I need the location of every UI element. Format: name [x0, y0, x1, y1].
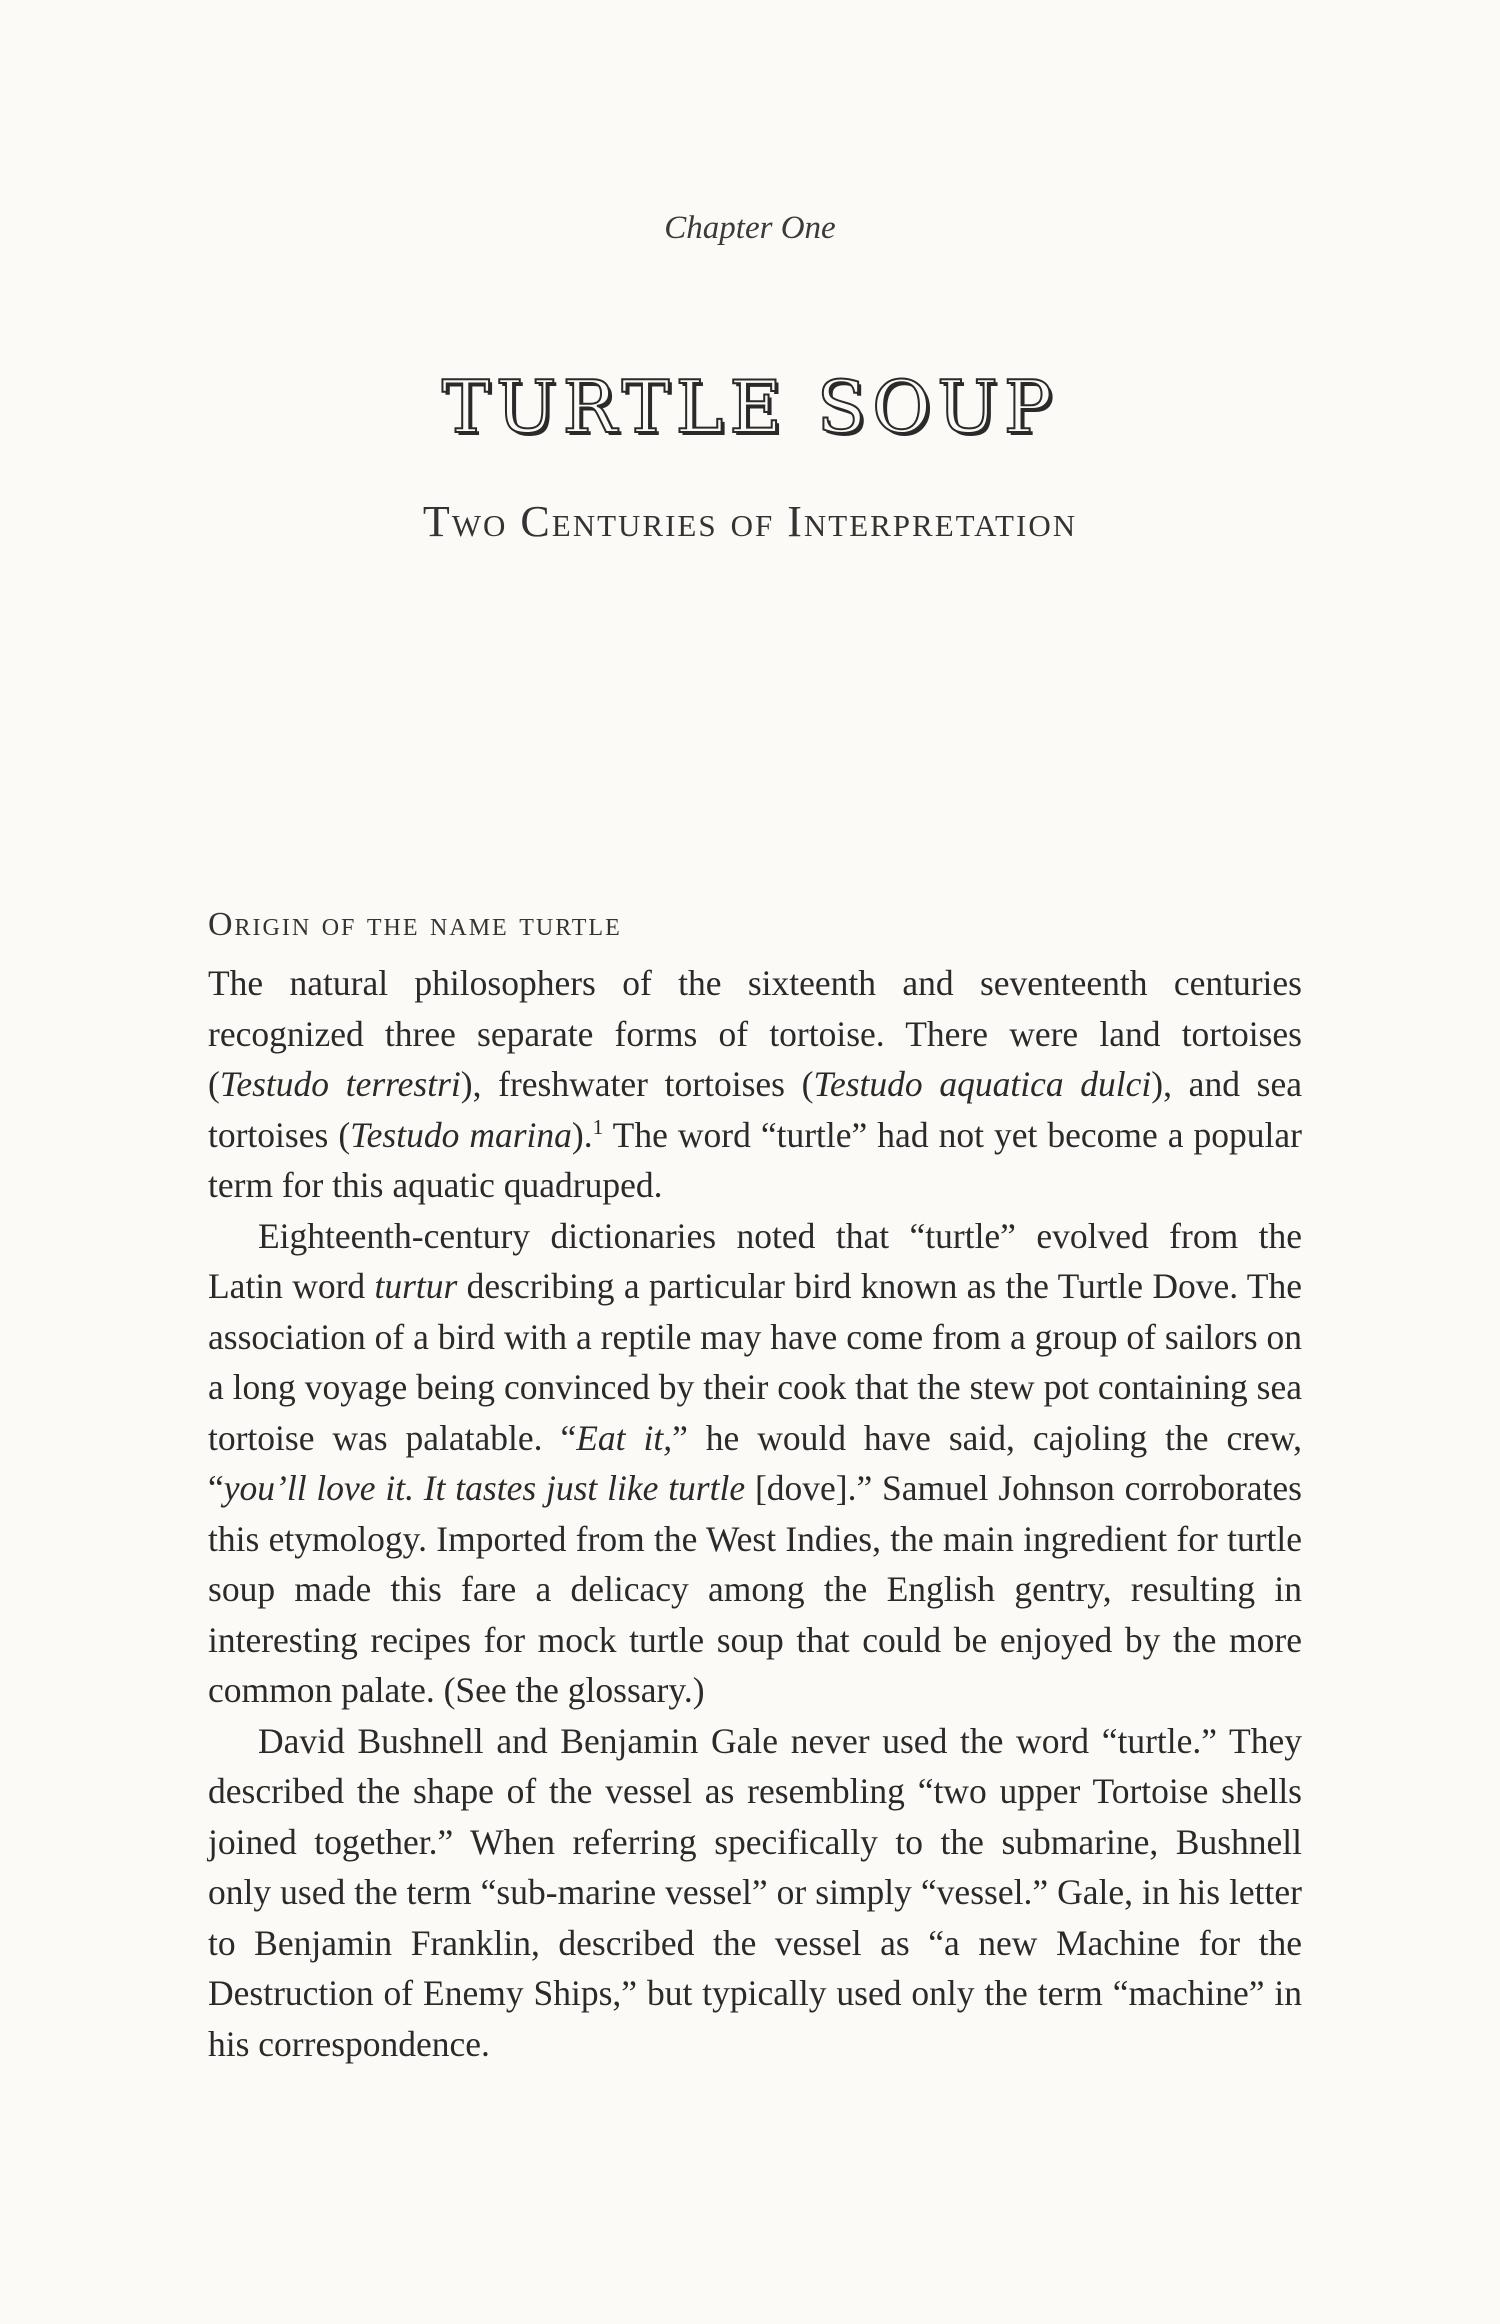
paragraph-text: Eighteenth-century dictionaries noted that “turtle” evolved from the Latin word — [208, 1215, 1302, 1306]
body-text — [208, 958, 1302, 2069]
paragraph-text: ). — [571, 1114, 593, 1155]
paragraph-text: describing a particular bird known as the Turtle Dove. The association of a bird with a reptile may have come from a group of sailors on a long voyage being convinced by their cook that the stew pot containing sea tortoise was palatable. “ — [208, 1266, 1302, 1458]
paragraph-text: The word “turtle” had not yet become a popular term for this aquatic quadruped. — [208, 1114, 1302, 1205]
paragraph-3: David Bushnell and Benjamin Gale never used the word “turtle.” They described the shape of the vessel as resembling “two upper Tortoise shells joined together.” When referring specifically to the submarine, Bushnell only used the term “sub-marine vessel” or simply “vessel.” Gale, in his letter to Benjamin Franklin, described the vessel as “a new Machine for the Destruction of Enemy Ships,” but typically used only the term “machine” in his correspondence. — [208, 1720, 1302, 2064]
quoted-speech: you’ll love it. It tastes just like turtle — [223, 1468, 746, 1508]
section-heading: Origin of the name turtle — [208, 906, 622, 943]
footnote-marker[interactable]: 1 — [592, 1114, 604, 1139]
paragraph-text: ), and sea tortoises ( — [208, 1064, 1302, 1155]
paragraph-1 — [208, 958, 1302, 1211]
paragraph-2 — [208, 1211, 1302, 1716]
chapter-subtitle: Two Centuries of Interpretation — [422, 497, 1078, 546]
chapter-label: Chapter One — [664, 210, 836, 246]
latin-term: turtur — [374, 1266, 458, 1306]
latin-term: Testudo aquatica dulci — [813, 1064, 1152, 1104]
latin-term: Testudo terrestri — [219, 1064, 461, 1104]
paragraph-text: ), freshwater tortoises ( — [460, 1064, 814, 1104]
quoted-speech: Eat it, — [576, 1417, 673, 1458]
latin-term: Testudo marina — [350, 1114, 572, 1155]
paragraph-text: [dove].” Samuel Johnson corroborates this etymology. Imported from the West Indies, the main ingredient for turtle soup made this fare a delicacy among the English gentry, resulting in interesting recipes for mock turtle soup that could be enjoyed by the more common palate. (See the glossary.) — [208, 1468, 1302, 1710]
chapter-title: TURTLE SOUP — [441, 365, 1059, 449]
paragraph-text: The natural philosophers of the sixteenth and seventeenth centuries recognized three separate forms of tortoise. There were land tortoises ( — [208, 963, 1302, 1104]
paragraph-text: ” he would have said, cajoling the crew, “ — [208, 1417, 1302, 1508]
